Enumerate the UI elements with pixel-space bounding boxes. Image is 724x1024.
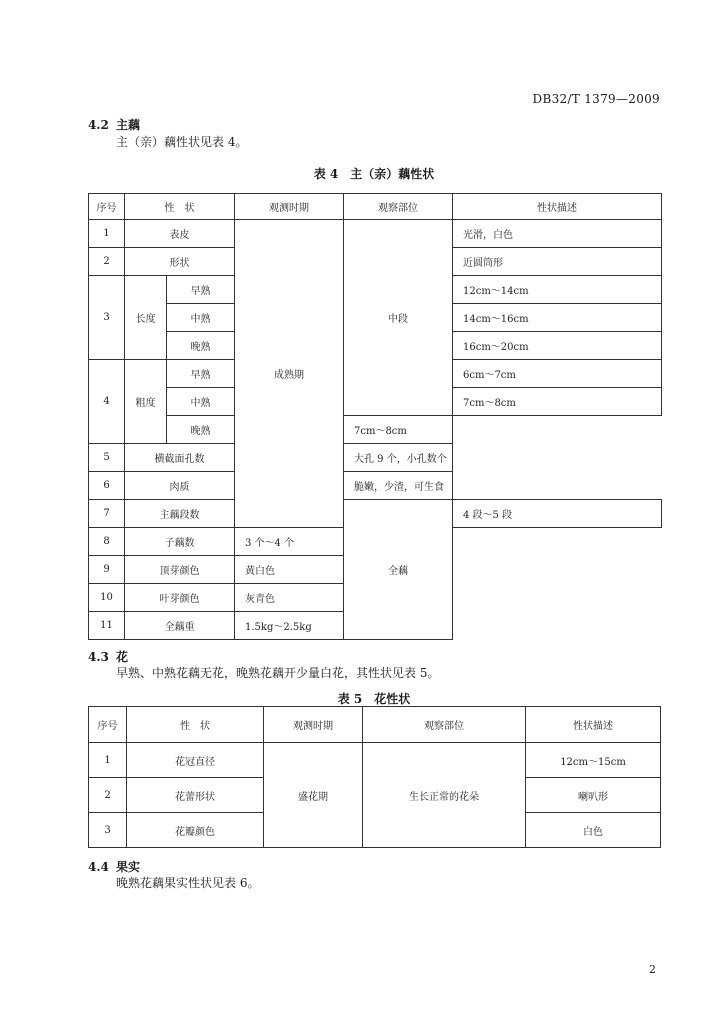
period-cell: 盛花期 [264,743,363,848]
table-5 [88,706,661,848]
section-4-2-heading [88,116,140,133]
trait-cell: 长度 [125,276,167,360]
table-row [89,472,662,500]
trait-cell: 主藕段数 [125,500,235,528]
sub-trait-cell: 中熟 [167,388,235,416]
trait-cell: 叶芽颜色 [125,584,235,612]
row-number: 5 [89,444,125,472]
section-title: 花 [116,650,129,664]
row-number: 7 [89,500,125,528]
header-cell: 性状描述 [526,707,661,743]
desc-cell: 14cm～16cm [453,304,662,332]
table-5-caption: 表 5 花性状 [337,692,411,706]
desc-cell: 脆嫩，少渣，可生食 [344,472,453,500]
row-number: 2 [89,248,125,276]
table-4-caption: 表 4 主（亲）藕性状 [313,167,435,181]
table-row [89,416,662,444]
row-number: 1 [89,743,127,778]
table-row [89,444,662,472]
row-number: 3 [89,276,125,360]
desc-cell: 黄白色 [235,556,344,584]
trait-cell: 花瓣颜色 [127,813,264,848]
table-row [89,220,662,248]
desc-cell: 近圆筒形 [453,248,662,276]
table-row [89,743,661,778]
page-number: 2 [649,963,656,976]
trait-cell: 花冠直径 [127,743,264,778]
desc-cell: 7cm～8cm [453,388,662,416]
section-4-3-heading [88,648,128,665]
row-number: 4 [89,360,125,444]
table-4 [88,193,662,640]
header-cell: 性 状 [127,707,264,743]
header-cell: 观察部位 [344,194,453,220]
part-cell: 全藕 [344,500,453,640]
header-cell: 观测时期 [264,707,363,743]
table-header-row [89,707,661,743]
part-cell: 生长正常的花朵 [363,743,526,848]
desc-cell: 12cm～15cm [526,743,661,778]
desc-cell: 7cm～8cm [344,416,453,444]
trait-cell: 肉质 [125,472,235,500]
sub-trait-cell: 晚熟 [167,416,235,444]
section-title: 果实 [116,860,141,874]
row-number: 11 [89,612,125,640]
header-cell: 性状描述 [453,194,662,220]
desc-cell: 6cm～7cm [453,360,662,388]
header-cell: 观察部位 [363,707,526,743]
part-cell: 中段 [344,220,453,416]
section-4-2-body: 主（亲）藕性状见表 4。 [116,135,248,149]
row-number: 3 [89,813,127,848]
trait-cell: 子藕数 [125,528,235,556]
row-number: 9 [89,556,125,584]
desc-cell: 1.5kg～2.5kg [235,612,344,640]
section-number: 4.2 [88,118,109,132]
desc-cell: 白色 [526,813,661,848]
trait-cell: 表皮 [125,220,235,248]
section-number: 4.3 [88,650,109,664]
section-4-4-heading [88,858,140,875]
standard-code: DB32/T 1379—2009 [532,92,660,106]
desc-cell: 12cm～14cm [453,276,662,304]
row-number: 8 [89,528,125,556]
period-cell: 成熟期 [235,220,344,528]
trait-cell: 形状 [125,248,235,276]
section-number: 4.4 [88,860,109,874]
trait-cell: 顶芽颜色 [125,556,235,584]
row-number: 1 [89,220,125,248]
desc-cell: 4 段～5 段 [453,500,662,528]
trait-cell: 粗度 [125,360,167,444]
sub-trait-cell: 早熟 [167,276,235,304]
table-row [89,500,662,528]
sub-trait-cell: 晚熟 [167,332,235,360]
trait-cell: 花蕾形状 [127,778,264,813]
desc-cell: 喇叭形 [526,778,661,813]
row-number: 10 [89,584,125,612]
trait-cell: 横截面孔数 [125,444,235,472]
desc-cell: 大孔 9 个，小孔数个 [344,444,453,472]
header-cell: 序号 [89,194,125,220]
header-cell: 性 状 [125,194,235,220]
sub-trait-cell: 早熟 [167,360,235,388]
sub-trait-cell: 中熟 [167,304,235,332]
desc-cell: 16cm～20cm [453,332,662,360]
section-4-4-body: 晚熟花藕果实性状见表 6。 [116,876,260,890]
section-4-3-body: 早熟、中熟花藕无花，晚熟花藕开少量白花，其性状见表 5。 [116,666,440,680]
table-header-row [89,194,662,220]
row-number: 2 [89,778,127,813]
trait-cell: 全藕重 [125,612,235,640]
row-number: 6 [89,472,125,500]
desc-cell: 光滑，白色 [453,220,662,248]
header-cell: 序号 [89,707,127,743]
desc-cell: 3 个～4 个 [235,528,344,556]
header-cell: 观测时期 [235,194,344,220]
section-title: 主藕 [116,118,141,132]
desc-cell: 灰青色 [235,584,344,612]
